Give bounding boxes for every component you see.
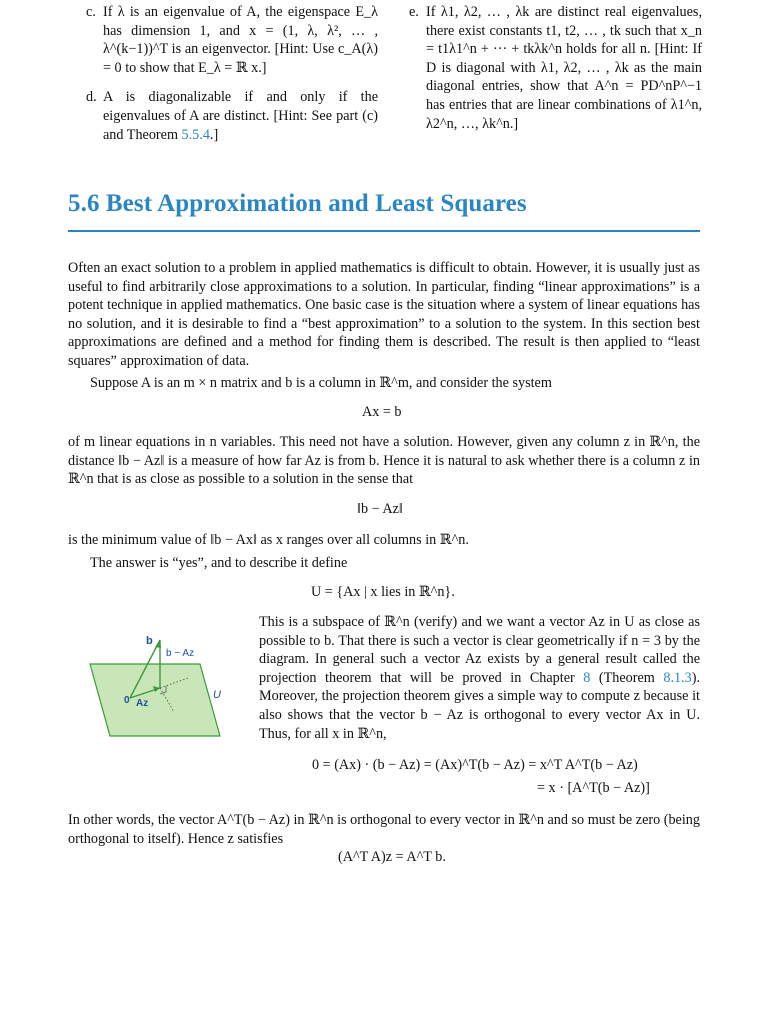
exercises-right-column	[409, 3, 702, 144]
subspace-plane	[90, 664, 220, 736]
exercise-d-label: d.	[86, 89, 97, 106]
exercise-c-text: If λ is an eigenvalue of A, the eigenspace E_λ has dimension 1, and x = (1, λ, λ², … , λ^(k−1))^T is an eigenvector. [Hint: Use c_A(λ) = 0 to show that E_λ = ℝ x.]	[103, 4, 378, 76]
label-az: Az	[136, 698, 149, 709]
label-zero: 0	[124, 695, 130, 706]
exercise-e-label: e.	[409, 4, 419, 20]
exercises-left-column	[86, 3, 378, 155]
exercise-d-text-end: .]	[209, 126, 219, 143]
theorem-5-5-4-link[interactable]: 5.5.4	[181, 126, 210, 143]
exercise-d-text: A is diagonalizable if and only if the eigenvalues of A are distinct. [Hint: See part (c) and Theorem	[103, 89, 378, 143]
theorem-8-1-3-link[interactable]: 8.1.3	[663, 669, 692, 686]
label-u: U	[213, 689, 221, 701]
equation-ax-b: Ax = b	[362, 404, 402, 420]
subspace-text: This is a subspace of ℝ^n (verify) and we want a vector Az in U as close as possible to b. That there is such a vector is clear geometrically if n = 3 by the diagram. In general such a vector Az exists by a general result called the projection theorem that will be proved in Chapter	[259, 614, 700, 686]
exercise-e	[409, 3, 702, 133]
is-min-paragraph: is the minimum value of ‖b − Ax‖ as x ranges over all columns in ℝ^n.	[68, 532, 469, 548]
exercise-e-text: If λ1, λ2, … , λk are distinct real eigenvalues, there exist constants t1, t2, … , tk such that x_n = t1λ1^n + ··· + tkλk^n holds for all n. [Hint: If D is diagonal with λ1, λ2, … , λk as the main diagonal entries, show that A^n = PD^nP^−1 has entries that are linear combinations of λ1^n, λ2^n, …, λk^n.]	[426, 4, 702, 132]
in-other-words-paragraph: In other words, the vector A^T(b − Az) in ℝ^n is orthogonal to every vector in ℝ^n and so must be zero (being orthogonal to itself). Hence z satisfies	[68, 812, 700, 847]
theorem-open-text: (Theorem	[590, 669, 664, 686]
equation-normal: (A^T A)z = A^T b.	[338, 849, 446, 865]
label-b-minus-az: b − Az	[166, 648, 195, 659]
subspace-text-end: Moreover, the projection theorem gives a simple way to compute z because it also shows that the vector b − Az is orthogonal to every vector Ax in U. Thus, for all x in ℝ^n,	[259, 688, 700, 742]
exercise-d	[86, 88, 378, 144]
section-title: 5.6 Best Approximation and Least Squares	[68, 190, 527, 217]
projection-diagram	[82, 628, 242, 758]
of-m-paragraph: of m linear equations in n variables. This need not have a solution. However, given any column z in ℝ^n, the distance ‖b − Az‖ is a measure of how far Az is from b. Hence it is natural to ask whether there is a column z in ℝ^n that is as close as possible to a solution in the sense that	[68, 434, 700, 488]
label-b: b	[146, 635, 153, 647]
equation-orthogonal-line2: = x · [A^T(b − Az)]	[537, 780, 650, 796]
equation-u-def: U = {Ax | x lies in ℝ^n}.	[311, 584, 455, 600]
answer-paragraph: The answer is “yes”, and to describe it define	[90, 555, 348, 571]
chapter-8-link[interactable]: 8	[583, 669, 591, 686]
exercise-c	[86, 3, 378, 77]
theorem-close-text: ).	[691, 669, 700, 686]
section-title-rule	[68, 230, 700, 232]
intro-paragraph: Often an exact solution to a problem in applied mathematics is difficult to obtain. However, it is usually just as useful to find arbitrarily close approximations to a solution. In particular, finding “linear approximations” is a potent technique in applied mathematics. One basic case is the situation where a system of linear equations has no solution, and it is desirable to find a “best approximation” to a solution to the system. In this section best approximations are defined and a method for finding them is described. The result is then applied to “least squares” approximation of data.	[68, 260, 700, 369]
exercise-c-label: c.	[86, 4, 96, 20]
subspace-paragraph	[259, 613, 700, 743]
equation-norm-b-az: ‖b − Az‖	[357, 501, 403, 517]
suppose-paragraph: Suppose A is an m × n matrix and b is a column in ℝ^m, and consider the system	[90, 375, 552, 391]
equation-orthogonal-line1: 0 = (Ax) · (b − Az) = (Ax)^T(b − Az) = x^T A^T(b − Az)	[312, 757, 638, 773]
